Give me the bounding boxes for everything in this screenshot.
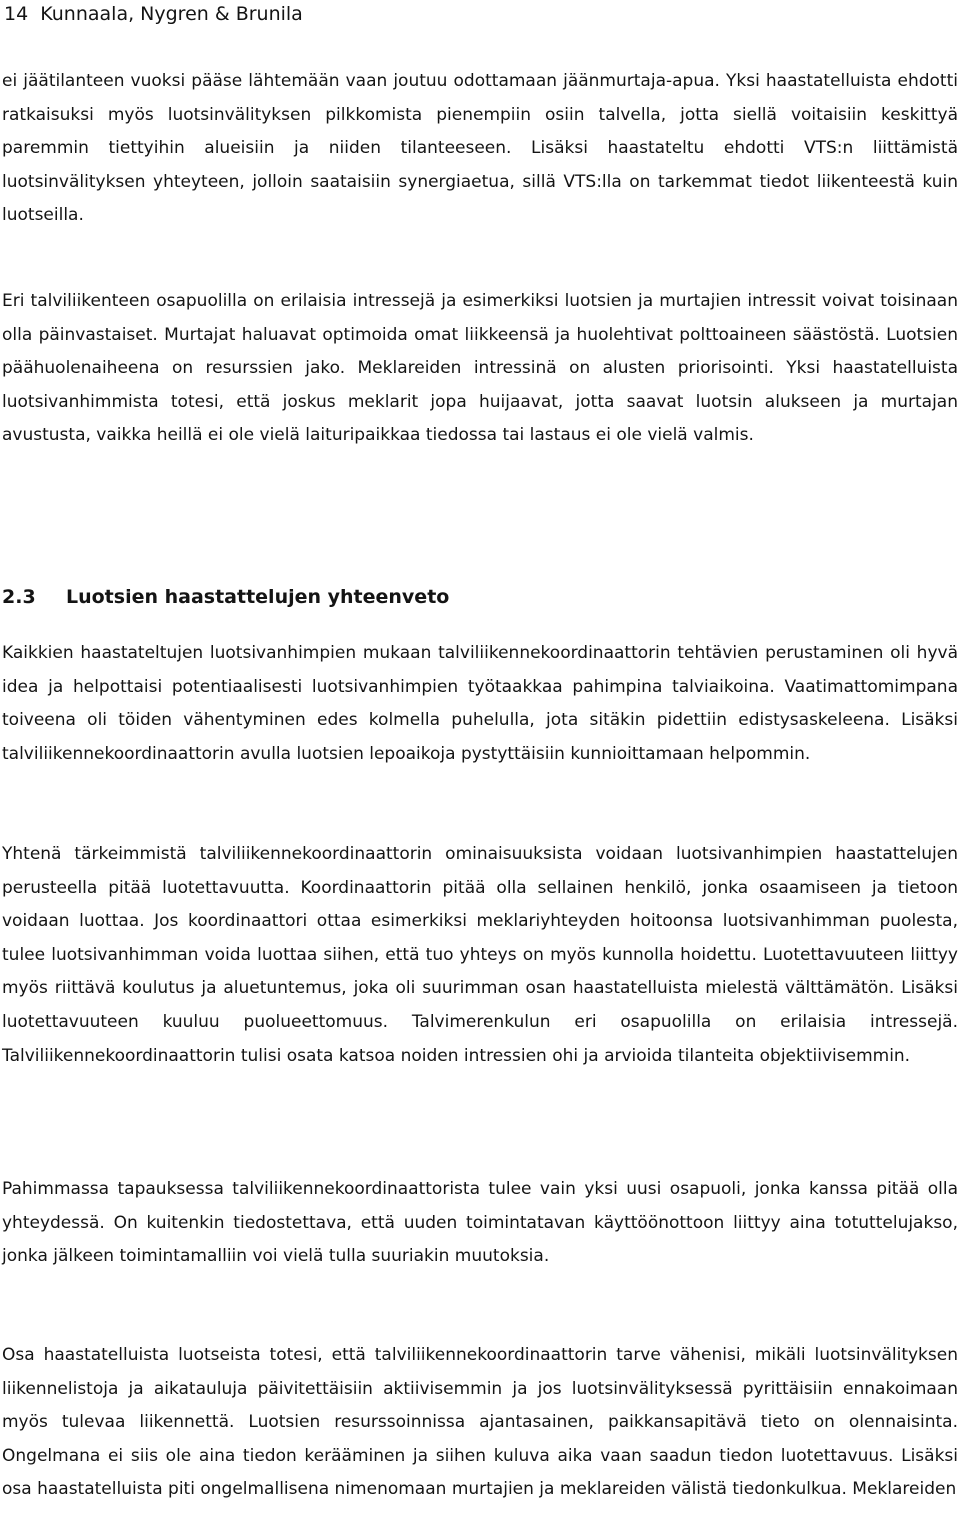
- paragraph: Eri talviliikenteen osapuolilla on erilaisia intressejä ja esimerkiksi luotsien ja murtajien intressit voivat toisinaan olla päinvastaiset. Murtajat haluavat optimoida omat liikkeensä ja huolehtivat polttoaineen säästöstä. Luotsien päähuolenaiheena on resurssien jako. Meklareiden intressinä on alusten priorisointi. Yksi haastatelluista luotsivanhimmista totesi, että joskus meklarit jopa huijaavat, jotta saavat luotsin alukseen ja murtajan avustusta, vaikka heillä ei ole vielä laituripaikkaa tiedossa tai lastaus ei ole vielä valmis.: [2, 291, 958, 446]
- paragraph: Osa haastatelluista luotseista totesi, että talviliikennekoordinaattorin tarve vähenisi, mikäli luotsinvälityksen liikennelistoja ja aikatauluja päivitettäisiin aktiivisemmin ja jos luotsinvälityksessä pyrittäisiin ennakoimaan myös tulevaa liikennettä. Luotsien resurssoinnissa ajantasainen, paikkansapitävä tieto on olennaisinta. Ongelmana ei siis ole aina tiedon kerääminen ja siihen kuluva aika vaan saadun tiedon luotettavuus. Lisäksi osa haastatelluista piti ongelmallisena nimenomaan murtajien ja meklareiden välistä tiedonkulkua. Meklareiden: [2, 1345, 958, 1500]
- paragraph: ei jäätilanteen vuoksi pääse lähtemään vaan joutuu odottamaan jäänmurtaja-apua. Yksi haastatelluista ehdotti ratkaisuksi myös luotsinvälityksen pilkkomista pienempiin osiin talvella, jotta siellä voitaisiin keskittyä paremmin tiettyihin alueisiin ja niiden tilanteeseen. Lisäksi haastateltu ehdotti VTS:n liittämistä luotsinvälityksen yhteyteen, jolloin saataisiin synergiaetua, sillä VTS:lla on tarkemmat tiedot liikenteestä kuin luotseilla.: [2, 71, 958, 226]
- paragraph: Kaikkien haastateltujen luotsivanhimpien mukaan talviliikennekoordinaattorin tehtävien perustaminen oli hyvä idea ja helpottaisi potentiaalisesti luotsivanhimpien työtaakkaa pahimpina talviaikoina. Vaatimattomimpana toiveena oli töiden vähentyminen edes kolmella puhelulla, jota sitäkin pidettiin edistysaskeleena. Lisäksi talviliikennekoordinaattorin avulla luotsien lepoaikoja pystyttäisiin kunnioittamaan helpommin.: [2, 643, 958, 764]
- paragraph: Pahimmassa tapauksessa talviliikennekoordinaattorista tulee vain yksi uusi osapuoli, jonka kanssa pitää olla yhteydessä. On kuitenkin tiedostettava, että uuden toimintatavan käyttöönottoon liittyy aina totuttelujakso, jonka jälkeen toimintamalliin voi vielä tulla suuriakin muutoksia.: [2, 1179, 958, 1267]
- section-title: Luotsien haastattelujen yhteenveto: [66, 586, 450, 608]
- page-number: 14: [4, 3, 29, 25]
- running-header: [4, 2, 303, 26]
- running-header-authors: Kunnaala, Nygren & Brunila: [40, 3, 303, 25]
- paragraph: Yhtenä tärkeimmistä talviliikennekoordinaattorin ominaisuuksista voidaan luotsivanhimpien haastattelujen perusteella pitää luotettavuutta. Koordinaattorin pitää olla sellainen henkilö, jonka osaamiseen ja tietoon voidaan luottaa. Jos koordinaattori ottaa esimerkiksi meklariyhteyden hoitoonsa luotsivanhimman puolesta, tulee luotsivanhimman voida luottaa siihen, että tuo yhteys on myös kunnolla hoidettu. Luotettavuuteen liittyy myös riittävä koulutus ja aluetuntemus, joka oli suurimman osan haastatelluista mielestä välttämätön. Lisäksi luotettavuuteen kuuluu puolueettomuus. Talvimerenkulun eri osapuolilla on erilaisia intressejä. Talviliikennekoordinaattorin tulisi osata katsoa noiden intressien ohi ja arvioida tilanteita objektiivisemmin.: [2, 844, 958, 1066]
- section-heading: [2, 583, 449, 611]
- section-number: 2.3: [2, 586, 36, 608]
